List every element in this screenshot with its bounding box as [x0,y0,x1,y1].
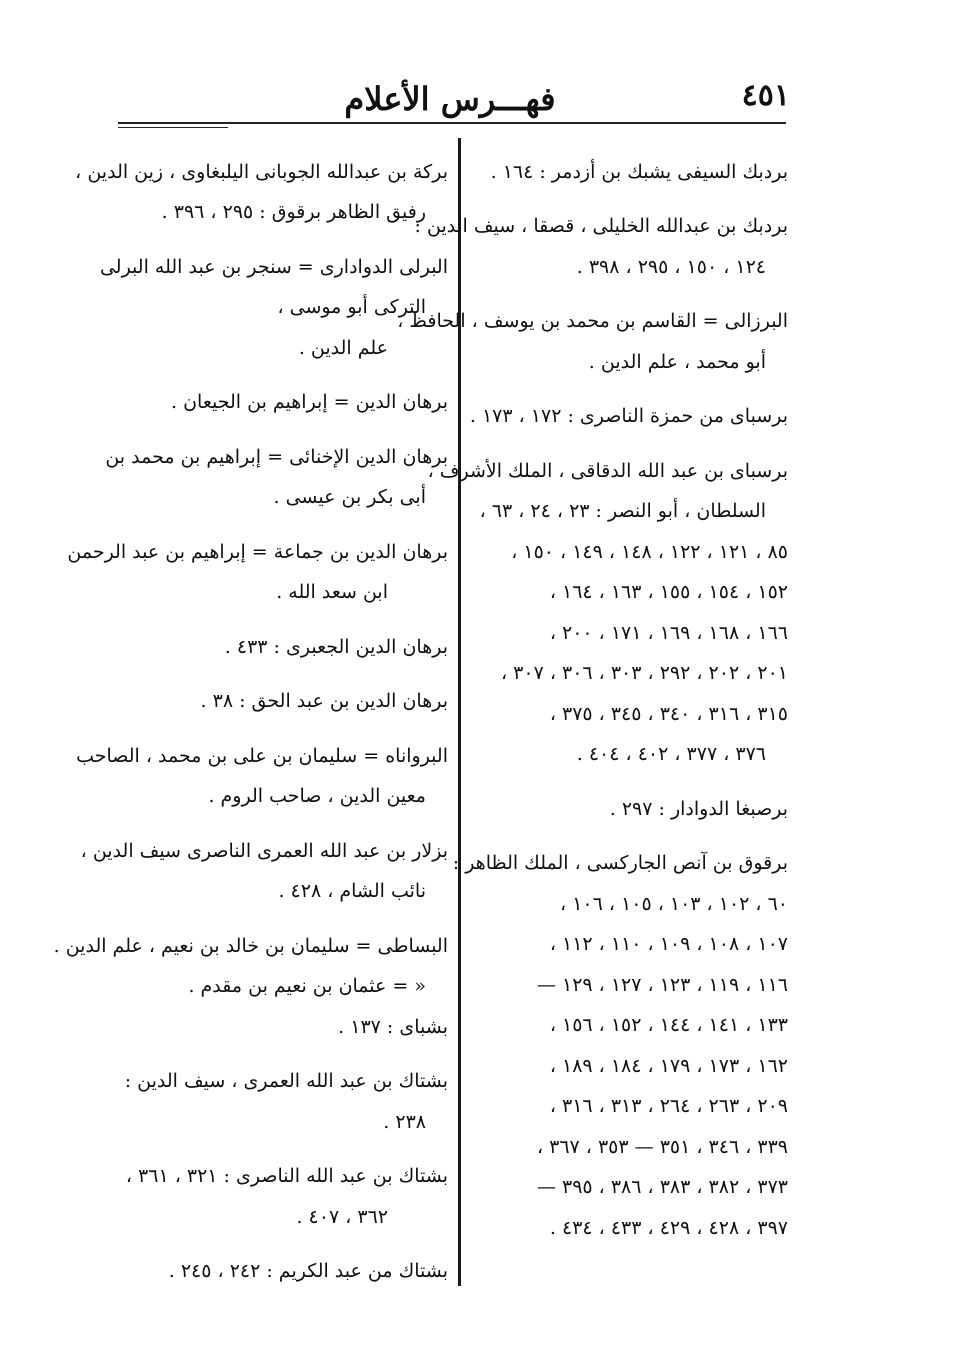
entry-gap [488,383,788,397]
header-rule-short [118,127,228,128]
index-entry-text: برهان الدين الإخنائى = إبراهيم بن محمد بن [105,445,448,468]
index-entry-line [488,1046,788,1087]
index-entry-line [488,1127,788,1168]
index-entry-line [130,288,448,329]
index-entry-text: ٣٣٩ ، ٣٤٦ ، ٣٥١ — ٣٥٣ ، ٣٦٧ ، [536,1135,788,1158]
index-entry-line [130,872,448,913]
index-entry-line [130,1102,448,1143]
index-entry-text: البرواناه = سليمان بن على بن محمد ، الصاحب [76,744,448,767]
index-entry-line [488,735,788,776]
index-entry-line [53,926,448,967]
entry-gap [488,193,788,207]
page-header [110,72,790,124]
index-entry-text: معين الدين ، صاحب الروم . [208,785,426,808]
index-entry-text: علم الدين . [298,336,388,359]
index-entry-line [130,1252,448,1293]
index-entry-text: ٨٥ ، ١٢١ ، ١٢٢ ، ١٤٨ ، ١٤٩ ، ١٥٠ ، [511,540,788,563]
entry-gap [488,830,788,844]
index-entry-line [452,844,788,885]
index-entry-line [488,884,788,925]
entry-gap [130,518,448,532]
index-entry-line [130,967,448,1008]
entry-gap [130,668,448,682]
entry-gap [488,775,788,789]
index-entry-line [414,207,788,248]
entry-gap [130,817,448,831]
index-entry-text: ١٦٦ ، ١٦٨ ، ١٦٩ ، ١٧١ ، ٢٠٠ ، [549,621,788,644]
index-entry-text: ١٦٢ ، ١٧٣ ، ١٧٩ ، ١٨٤ ، ١٨٩ ، [549,1054,788,1077]
entry-gap [130,912,448,926]
left-column [53,152,448,1292]
index-entry-text: السلطان ، أبو النصر : ٢٣ ، ٢٤ ، ٦٣ ، [479,500,766,523]
index-entry-text: رفيق الظاهر برقوق : ٢٩٥ ، ٣٩٦ . [161,201,426,224]
index-entry-text: برهان الدين بن جماعة = إبراهيم بن عبد الرحمن [67,540,448,563]
index-entry-text: برقوق بن آنص الجاركسى ، الملك الظاهر : [452,852,788,875]
index-entry-text: ١٠٧ ، ١٠٨ ، ١٠٩ ، ١١٠ ، ١١٢ ، [549,933,788,956]
index-entry-line [469,397,788,438]
right-column [397,152,788,1249]
index-entry-text: بشتاك بن عبد الله العمرى ، سيف الدين : [124,1070,448,1093]
index-entry-line [75,152,448,193]
index-entry-text: برهان الدين = إبراهيم بن الجيعان . [171,391,448,414]
index-entry-line [99,247,448,288]
index-entry-line [130,627,448,668]
entry-gap [130,613,448,627]
index-entry-line [488,152,788,193]
index-entry-text: برسباى من حمزة الناصرى : ١٧٢ ، ١٧٣ . [469,405,788,428]
index-entry-line [130,193,448,234]
index-entry-line [488,573,788,614]
index-entry-line [488,694,788,735]
index-entry-text: بشباى : ١٣٧ . [338,1015,448,1038]
index-entry-text: بردبك بن عبدالله الخليلى ، قصقا ، سيف الدين : [414,215,788,238]
index-entry-text: ١١٦ ، ١١٩ ، ١٢٣ ، ١٢٧ ، ١٢٩ — [536,973,788,996]
index-entry-line [488,925,788,966]
index-entry-line [397,302,788,343]
index-entry-text: البرزالى = القاسم بن محمد بن يوسف ، الحافظ ، [397,310,788,333]
index-entry-line [130,328,448,369]
entry-gap [130,233,448,247]
index-entry-line [130,777,448,818]
entry-gap [130,369,448,383]
index-entry-line [488,654,788,695]
index-entry-text: ٦٠ ، ١٠٢ ، ١٠٣ ، ١٠٥ ، ١٠٦ ، [560,892,788,915]
index-entry-line [130,478,448,519]
entry-gap [130,1048,448,1062]
index-entry-text: بردبك السيفى يشبك بن أزدمر : ١٦٤ . [490,160,788,183]
index-entry-text: أبو محمد ، علم الدين . [588,350,766,373]
index-entry-line [76,736,448,777]
index-entry-line [124,1062,448,1103]
index-entry-line [80,831,448,872]
index-entry-text: التركى أبو موسى ، [277,296,426,319]
entry-gap [130,423,448,437]
index-entry-line [130,682,448,723]
index-entry-text: البساطى = سليمان بن خالد بن نعيم ، علم الدين . [53,934,448,957]
index-entry-text: البرلى الدوادارى = سنجر بن عبد الله البرلى [99,255,448,278]
index-entry-line [130,1007,448,1048]
index-entry-line [130,1197,448,1238]
index-entry-line [488,1006,788,1047]
index-entry-line [125,1157,448,1198]
index-entry-line [105,437,448,478]
index-entry-line [479,492,788,533]
entry-gap [130,1143,448,1157]
index-entry-text: بزلار بن عبد الله العمرى الناصرى سيف الدين ، [80,839,448,862]
index-entry-line [130,573,448,614]
index-entry-text: ٢٣٨ . [383,1110,426,1133]
entry-gap [488,288,788,302]
index-entry-line [488,532,788,573]
index-entry-text: نائب الشام ، ٤٢٨ . [278,880,426,903]
index-entry-text: أبى بكر بن عيسى . [273,486,426,509]
entry-gap [130,722,448,736]
index-entry-line [488,789,788,830]
index-entry-text: ٣٦٢ ، ٤٠٧ . [296,1205,388,1228]
index-entry-text: ٢٠١ ، ٢٠٢ ، ٢٩٢ ، ٣٠٣ ، ٣٠٦ ، ٣٠٧ ، [500,662,788,685]
page-number: ٤٥١ [741,78,790,113]
page-title: فهـــرس الأعلام [344,80,556,118]
index-entry-text: برهان الدين بن عبد الحق : ٣٨ . [200,690,448,713]
index-entry-text: « = عثمان بن نعيم بن مقدم . [188,975,426,998]
index-entry-text: بشتاك بن عبد الله الناصرى : ٣٢١ ، ٣٦١ ، [125,1165,448,1188]
index-entry-text: بركة بن عبدالله الجوبانى اليلبغاوى ، زين الدين ، [75,160,448,183]
index-entry-text: بشتاك من عبد الكريم : ٢٤٢ ، ٢٤٥ . [168,1260,448,1283]
index-entry-line [488,1087,788,1128]
index-entry-text: ٢٠٩ ، ٢٦٣ ، ٢٦٤ ، ٣١٣ ، ٣١٦ ، [549,1095,788,1118]
header-rule [118,122,786,124]
index-entry-line [130,383,448,424]
index-entry-line [488,965,788,1006]
index-entry-line [488,613,788,654]
index-entry-text: ٣٧٦ ، ٣٧٧ ، ٤٠٢ ، ٤٠٤ . [576,743,766,766]
index-entry-text: ٣٧٣ ، ٣٨٢ ، ٣٨٣ ، ٣٨٦ ، ٣٩٥ — [536,1176,788,1199]
index-entry-text: برصبغا الدوادار : ٢٩٧ . [609,797,788,820]
index-entry-line [488,247,788,288]
index-entry-text: ابن سعد الله . [276,581,388,604]
index-entry-line [488,342,788,383]
entry-gap [488,437,788,451]
index-entry-text: ٣٩٧ ، ٤٢٨ ، ٤٢٩ ، ٤٣٣ ، ٤٣٤ . [549,1216,788,1239]
index-entry-text: برسباى بن عبد الله الدقاقى ، الملك الأشرف ، [427,459,788,482]
index-entry-line [488,1168,788,1209]
index-entry-text: ١٥٢ ، ١٥٤ ، ١٥٥ ، ١٦٣ ، ١٦٤ ، [549,581,788,604]
entry-gap [130,1238,448,1252]
index-entry-text: ١٣٣ ، ١٤١ ، ١٤٤ ، ١٥٢ ، ١٥٦ ، [549,1014,788,1037]
index-entry-line [488,1208,788,1249]
index-entry-line [427,451,788,492]
index-entry-text: ٣١٥ ، ٣١٦ ، ٣٤٠ ، ٣٤٥ ، ٣٧٥ ، [549,702,788,725]
index-entry-text: برهان الدين الجعبرى : ٤٣٣ . [224,635,448,658]
index-entry-text: ١٢٤ ، ١٥٠ ، ٢٩٥ ، ٣٩٨ . [576,255,766,278]
index-entry-line [67,532,448,573]
